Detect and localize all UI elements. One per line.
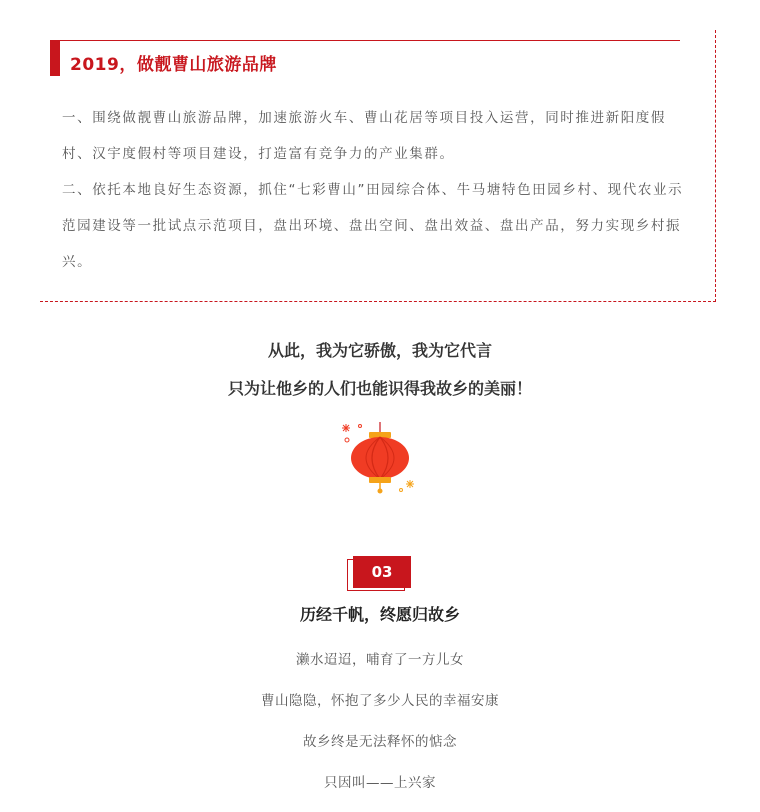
title-accent-bar [50, 40, 60, 76]
section-3-title: 历经千帆，终愿归故乡 [299, 605, 460, 624]
card-top-divider [52, 40, 680, 41]
poem-line-1: 濑水迢迢，哺育了一方儿女 [296, 652, 464, 668]
slogan-line-2: 只为让他乡的人们也能识得我故乡的美丽！ [227, 379, 532, 398]
poem-line-2: 曹山隐隐，怀抱了多少人民的幸福安康 [261, 693, 499, 709]
paragraph-2: 二、依托本地良好生态资源，抓住“七彩曹山”田园综合体、牛马塘特色田园乡村、现代农业示范园建设等一批试点示范项目，盘出环境、盘出空间、盘出效益、盘出产品，努力实现乡村振兴。 [62, 182, 684, 270]
poem-line-3: 故乡终是无法释怀的惦念 [303, 734, 457, 750]
section-number-badge: 03 [353, 556, 411, 588]
paragraph-1: 一、围绕做靓曹山旅游品牌，加速旅游火车、曹山花居等项目投入运营，同时推进新阳度假村、汉宇度假村等项目建设，打造富有竞争力的产业集群。 [62, 110, 666, 162]
red-lantern-icon [338, 420, 422, 500]
section-card-title: 2019，做靓曹山旅游品牌 [70, 55, 277, 75]
slogan-line-1: 从此，我为它骄傲，我为它代言 [267, 341, 492, 360]
poem-line-4: 只因叫——上兴家 [324, 775, 436, 791]
